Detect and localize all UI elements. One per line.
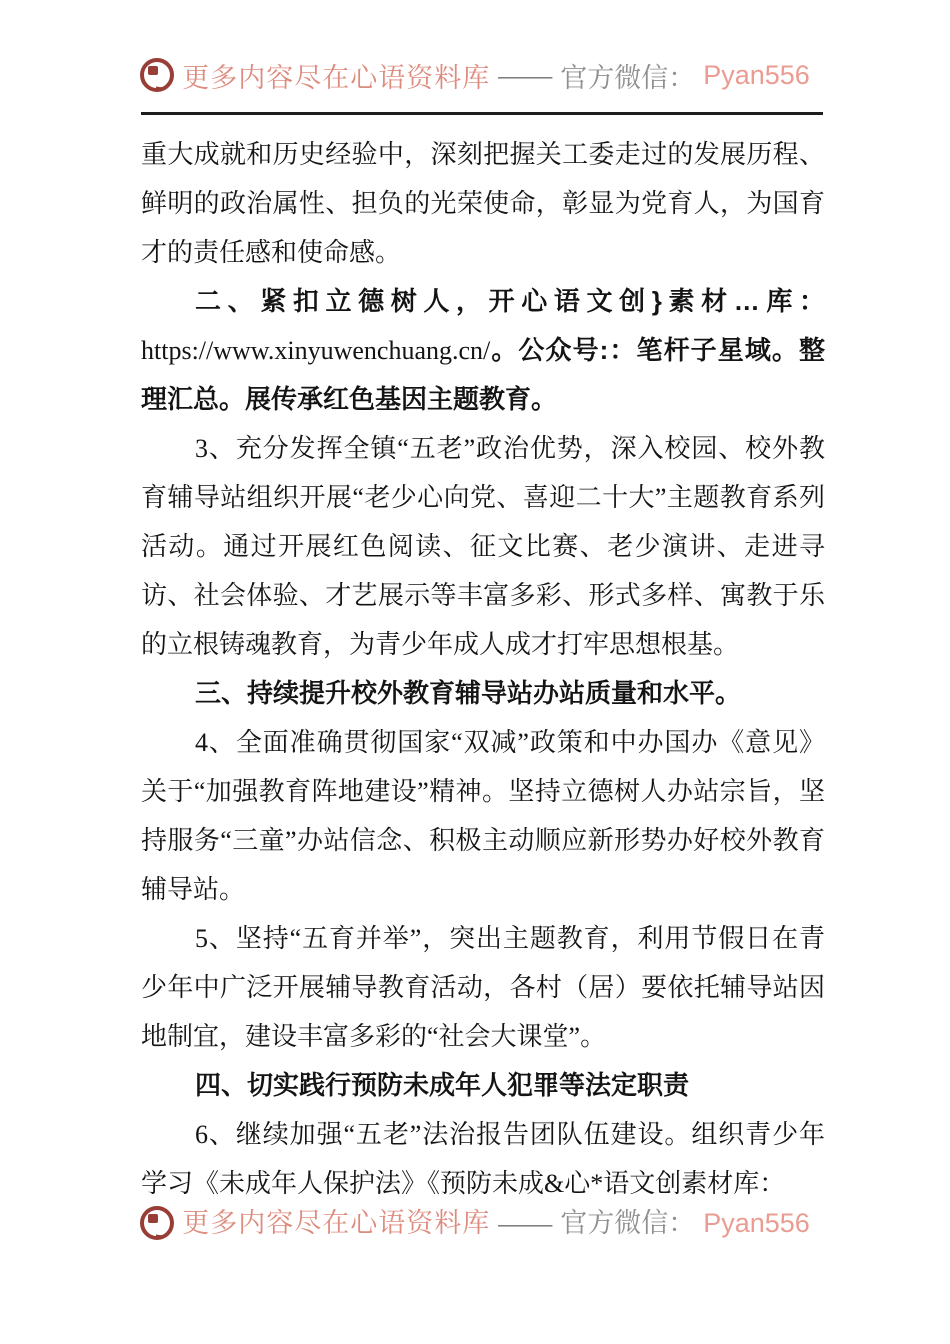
watermark-dash: —— xyxy=(498,59,553,90)
document-body xyxy=(141,130,825,1208)
watermark-brand-text: 更多内容尽在心语资料库 xyxy=(182,62,491,93)
watermark-wechat-id: Pyan556 xyxy=(703,59,810,90)
text-run: 二、紧扣立德树人，开心语文创}素材…库： xyxy=(195,286,825,316)
watermark-brand-text: 更多内容尽在心语资料库 xyxy=(182,1208,491,1238)
watermark-wechat-label: 官方微信： xyxy=(560,62,696,93)
paragraph-continuation xyxy=(141,130,825,277)
header-divider-line xyxy=(141,112,823,115)
text-run: 。公众号:：笔杆子星域。整理汇总。展传承红色基因主题教育。 xyxy=(141,335,825,414)
paragraph-item-6 xyxy=(141,1110,825,1208)
red-swirl-logo-icon xyxy=(140,1206,174,1240)
text-run: 3、充分发挥全镇“五老”政治优势，深入校园、校外教育辅导站组织开展“老少心向党、喜迎二十大”主题教育系列活动。通过开展红色阅读、征文比赛、老少演讲、走进寻访、社会体验、才艺展示等丰富多彩、形式多样、寓教于乐的立根铸魂教育，为青少年成人成才打牢思想根基。 xyxy=(141,434,825,659)
watermark-wechat-label: 官方微信： xyxy=(560,1208,696,1238)
url-text: https://www.xinyuwenchuang.cn/ xyxy=(141,336,491,365)
heading-section-2 xyxy=(141,277,825,424)
watermark-wechat-id: Pyan556 xyxy=(703,1208,810,1238)
paragraph-item-4 xyxy=(141,718,825,914)
watermark-dash: —— xyxy=(498,1208,553,1238)
header-watermark xyxy=(0,52,950,98)
heading-section-4 xyxy=(141,1061,825,1110)
text-run: 三、持续提升校外教育辅导站办站质量和水平。 xyxy=(195,678,742,708)
text-run: 重大成就和历史经验中，深刻把握关工委走过的发展历程、鲜明的政治属性、担负的光荣使命，彰显为党育人，为国育才的责任感和使命感。 xyxy=(141,140,825,267)
heading-section-3 xyxy=(141,669,825,718)
text-run: 6、继续加强“五老”法治报告团队伍建设。组织青少年学习《未成年人保护法》《预防未成&心*语文创素材库： xyxy=(141,1120,825,1198)
paragraph-item-5 xyxy=(141,914,825,1061)
text-run: 四、切实践行预防未成年人犯罪等法定职责 xyxy=(195,1070,690,1100)
footer-watermark xyxy=(0,1206,950,1240)
text-run: 4、全面准确贯彻国家“双减”政策和中办国办《意见》关于“加强教育阵地建设”精神。坚持立德树人办站宗旨，坚持服务“三童”办站信念、积极主动顺应新形势办好校外教育辅导站。 xyxy=(141,728,825,904)
text-run: 5、坚持“五育并举”，突出主题教育，利用节假日在青少年中广泛开展辅导教育活动，各村（居）要依托辅导站因地制宜，建设丰富多彩的“社会大课堂”。 xyxy=(141,924,825,1051)
paragraph-item-3 xyxy=(141,424,825,669)
red-swirl-logo-icon xyxy=(140,58,174,92)
